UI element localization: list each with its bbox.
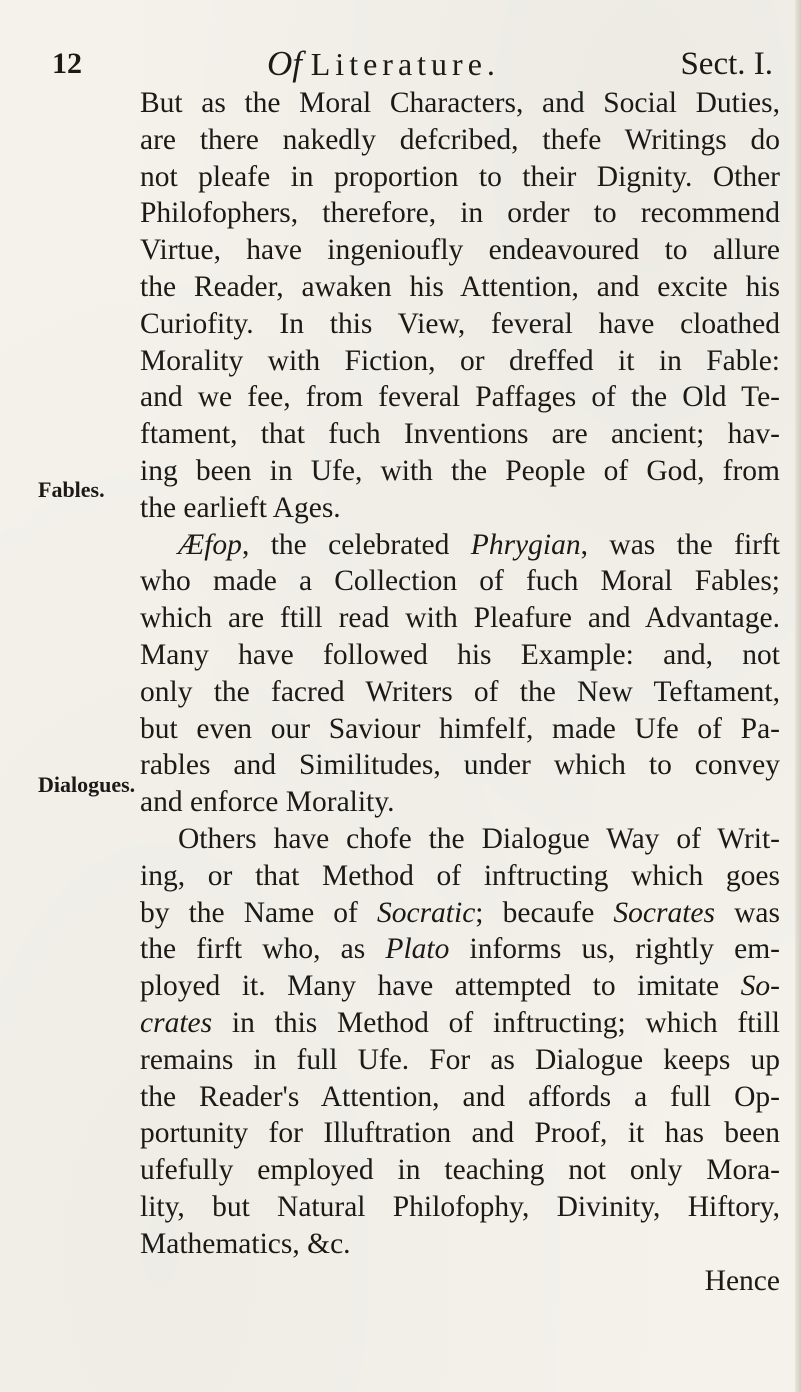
running-title [267,42,500,86]
text-line: Mathematics, &c. [140,1227,351,1260]
text-run: by the Name of [140,896,377,929]
text-run: , the celebrated [241,528,471,561]
text-italic: crates [140,1006,213,1039]
text-run: informs us, rightly em- [449,933,780,966]
body-text [140,85,780,1299]
text-run: in this Method of inftructing; which ftill [212,1006,780,1039]
text-run: ployed it. Many have attempted to imitate [140,970,720,1003]
text-italic: Phrygian [470,528,581,561]
text-line [140,895,780,932]
text-line: Others have chofe the Dialogue Way of Writ- [178,822,780,855]
text-italic: Socratic [376,896,476,929]
text-line: Many have followed his Example: and, not [140,638,780,671]
text-line: lity, but Natural Philofophy, Divinity, Hiftory, [140,1190,780,1223]
text-line: ufefully employed in teaching not only Mora- [140,1154,780,1187]
text-line [140,527,780,564]
text-line: and we fee, from feveral Paffages of the Old Te- [140,381,780,414]
text-line: rables and Similitudes, under which to convey [140,749,780,782]
margin-note-dialogues: Dialogues. [38,772,136,797]
text-line: ing been in Ufe, with the People of God, from [140,454,780,487]
text-line: ftament, that fuch Inventions are ancient; hav- [140,418,780,451]
page-number: 12 [52,47,82,80]
catchword: Hence [704,1264,780,1297]
running-header [52,42,787,86]
text-line: the earlieft Ages. [140,491,341,524]
running-title-of: Of [267,44,302,83]
text-run: ; becaufe [475,896,614,929]
text-line: the Reader's Attention, and affords a full Op- [140,1080,780,1113]
text-italic: Æfop [178,528,242,561]
text-line: Virtue, have ingenioufly endeavoured to allure [140,234,780,267]
text-run: , was the firft [580,528,780,561]
text-line: But as the Moral Characters, and Social Duties, [140,87,780,119]
text-line: remains in full Ufe. For as Dialogue keeps up [140,1043,780,1076]
text-line: and enforce Morality. [140,786,395,819]
text-line: are there nakedly defcribed, thefe Writings do [140,123,780,156]
text-italic: So- [740,970,780,1003]
text-line: but even our Saviour himfelf, made Ufe of Pa- [140,712,780,745]
text-italic: Socrates [613,896,715,929]
text-line [140,931,780,968]
text-line: Philofophers, therefore, in order to recommend [140,197,780,230]
section-number: Sect. I. [680,46,773,82]
text-line: only the facred Writers of the New Teftament, [140,675,780,708]
text-run: the firft who, as [140,933,386,966]
text-line: ing, or that Method of inftructing which goes [140,859,780,892]
text-line: who made a Collection of fuch Moral Fables; [140,565,780,598]
text-line: Curiofity. In this View, feveral have cloathed [140,307,780,340]
page-edge [795,0,801,1392]
text-line: Morality with Fiction, or dreffed it in Fable: [140,344,780,377]
text-line: not pleafe in proportion to their Dignity. Other [140,160,780,193]
text-line [140,968,780,1005]
margin-note-fables: Fables. [38,477,105,502]
running-title-main: Literature. [310,46,500,82]
text-run: was [715,896,780,929]
text-line: which are ftill read with Pleafure and Advantage. [140,602,780,635]
text-line: portunity for Illuftration and Proof, it has been [140,1117,780,1150]
text-line: the Reader, awaken his Attention, and excite his [140,270,780,303]
text-line [140,1005,780,1042]
text-italic: Plato [385,933,450,966]
